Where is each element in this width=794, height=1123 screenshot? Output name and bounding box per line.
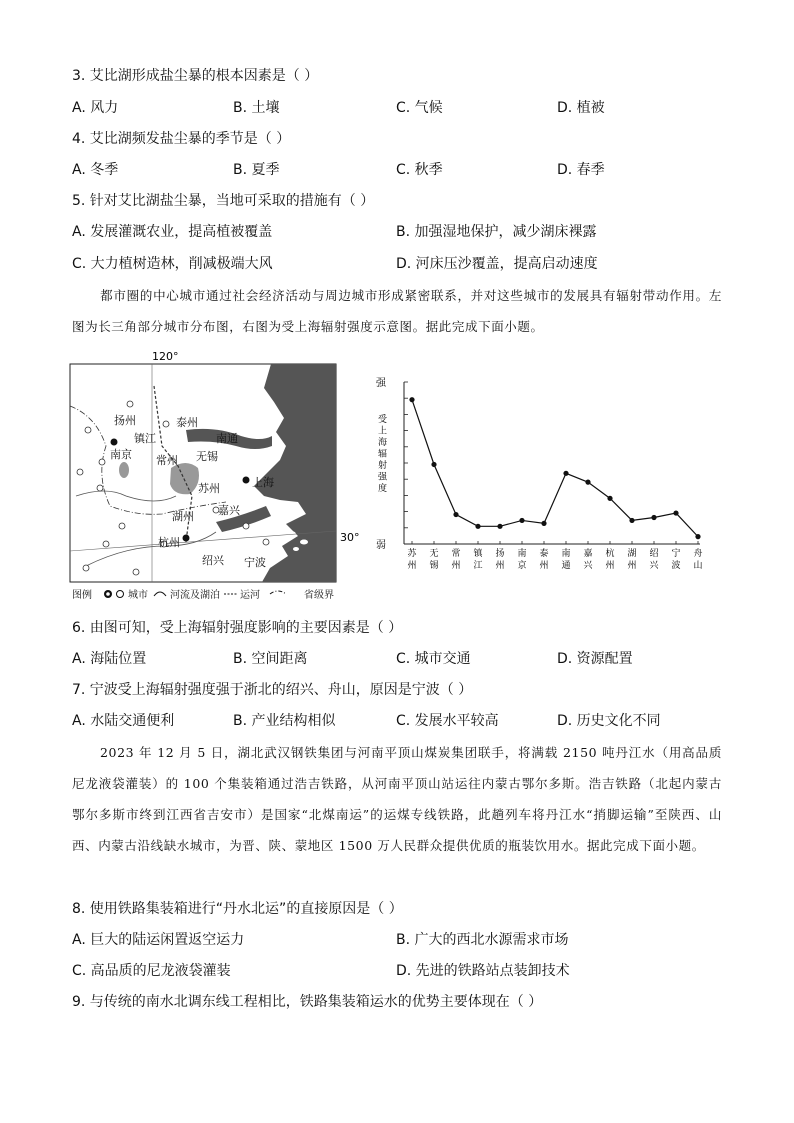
radiation-intensity-chart — [370, 372, 710, 582]
city-nanjing: 南京 — [110, 448, 132, 461]
q8-option-b[interactable]: B. 广大的西北水源需求市场 — [396, 932, 569, 948]
city-wuxi: 无锡 — [196, 450, 218, 463]
passage-2-text: 2023 年 12 月 5 日，湖北武汉钢铁集团与河南平顶山煤炭集团联手，将满载 2150 吨丹江水（用高品质尼龙液袋灌装）的 100 个集装箱通过浩吉铁路，从河南平顶山站运往内蒙古鄂尔多斯。浩吉铁路（北起内蒙古鄂尔多斯市终到江西省吉安市）是国家“北煤南运”的运煤专线铁路，此趟列车将丹江水“捎脚运输”至陕西、山西、内蒙古沿线缺水城市，为晋、陕、蒙地区 1500 万人民群众提供优质的瓶装饮用水。据此完成下面小题。 — [72, 745, 722, 853]
city-shanghai: 上海 — [252, 476, 274, 489]
city-changzhou: 常州 — [156, 454, 178, 467]
svg-text:州: 州 — [407, 561, 417, 571]
x-tick-label — [495, 547, 504, 571]
data-point — [541, 521, 546, 526]
city-taizhou: 泰州 — [176, 416, 198, 429]
svg-text:上: 上 — [378, 426, 388, 437]
passage-1 — [72, 280, 722, 342]
data-point — [629, 518, 634, 523]
data-point — [497, 524, 502, 529]
passage-2 — [72, 737, 722, 861]
x-tick-label — [517, 547, 526, 571]
svg-text:兴: 兴 — [649, 561, 659, 571]
q7-option-d[interactable]: D. 历史文化不同 — [557, 713, 661, 729]
q6-option-a[interactable]: A. 海陆位置 — [72, 651, 147, 667]
city-yangzhou: 扬州 — [114, 414, 136, 427]
svg-text:宁: 宁 — [671, 549, 681, 559]
svg-text:京: 京 — [517, 561, 527, 571]
passage-1-text: 都市圈的中心城市通过社会经济活动与周边城市形成紧密联系，并对这些城市的发展具有辐射带动作用。左图为长三角部分城市分布图，右图为受上海辐射强度示意图。据此完成下面小题。 — [72, 288, 722, 334]
q7-option-a[interactable]: A. 水陆交通便利 — [72, 713, 175, 729]
q4-option-d[interactable]: D. 春季 — [557, 162, 605, 178]
x-tick-label — [693, 547, 702, 571]
x-tick-label — [539, 547, 548, 571]
y-top-label: 强 — [376, 378, 386, 389]
x-tick-label — [627, 547, 636, 571]
q5-option-a[interactable]: A. 发展灌溉农业，提高植被覆盖 — [72, 224, 273, 240]
question-3-stem: 3. 艾比湖形成盐尘暴的根本因素是（ ） — [72, 68, 319, 84]
svg-text:舟: 舟 — [693, 549, 703, 559]
svg-text:南: 南 — [517, 549, 527, 559]
svg-text:海: 海 — [378, 438, 388, 448]
data-point — [453, 512, 458, 517]
data-point — [475, 524, 480, 529]
svg-text:强: 强 — [378, 472, 388, 483]
city-zhenjiang: 镇江 — [134, 432, 156, 445]
q6-option-d[interactable]: D. 资源配置 — [557, 651, 633, 667]
city-nantong: 南通 — [216, 432, 238, 445]
svg-text:受: 受 — [378, 415, 388, 425]
svg-text:绍: 绍 — [649, 549, 659, 559]
q8-option-d[interactable]: D. 先进的铁路站点装卸技术 — [396, 963, 570, 979]
y-bottom-label: 弱 — [376, 540, 386, 551]
svg-text:州: 州 — [495, 561, 505, 571]
x-tick-label — [649, 548, 659, 571]
svg-text:无: 无 — [429, 549, 439, 559]
data-point — [563, 471, 568, 476]
q6-option-b[interactable]: B. 空间距离 — [233, 651, 308, 667]
y-axis-label — [378, 413, 388, 494]
q5-option-c[interactable]: C. 大力植树造林，削减极端大风 — [72, 256, 273, 272]
q7-option-b[interactable]: B. 产业结构相似 — [233, 713, 336, 729]
q6-option-c[interactable]: C. 城市交通 — [396, 651, 471, 667]
data-point — [431, 462, 436, 467]
svg-text:常: 常 — [451, 549, 461, 559]
svg-text:城市: 城市 — [128, 590, 148, 601]
svg-text:省级界: 省级界 — [304, 590, 334, 601]
map-longitude-label: 120° — [152, 350, 179, 363]
question-5-stem: 5. 针对艾比湖盐尘暴，当地可采取的措施有（ ） — [72, 193, 375, 209]
svg-text:州: 州 — [605, 561, 615, 571]
svg-text:辐: 辐 — [378, 449, 388, 460]
x-tick-label — [671, 547, 680, 571]
question-4-stem: 4. 艾比湖频发盐尘暴的季节是（ ） — [72, 131, 291, 147]
svg-text:嘉: 嘉 — [583, 549, 593, 559]
svg-text:州: 州 — [539, 561, 549, 571]
svg-text:湖: 湖 — [627, 549, 637, 559]
svg-text:兴: 兴 — [583, 561, 593, 571]
data-point — [695, 534, 700, 539]
q3-option-a[interactable]: A. 风力 — [72, 100, 119, 116]
svg-text:苏: 苏 — [407, 549, 417, 559]
svg-text:通: 通 — [561, 561, 571, 571]
q8-option-c[interactable]: C. 高品质的尼龙液袋灌装 — [72, 963, 231, 979]
x-tick-label — [605, 547, 614, 571]
svg-text:山: 山 — [693, 561, 703, 571]
data-point — [673, 510, 678, 515]
q4-option-c[interactable]: C. 秋季 — [396, 162, 443, 178]
svg-text:州: 州 — [627, 561, 637, 571]
svg-text:运河: 运河 — [240, 590, 260, 601]
svg-text:杭: 杭 — [605, 549, 615, 559]
q3-option-b[interactable]: B. 土壤 — [233, 100, 280, 116]
svg-text:河流及湖泊: 河流及湖泊 — [170, 590, 220, 601]
map-latitude-label: 30° — [340, 531, 360, 544]
svg-text:射: 射 — [378, 461, 388, 471]
q3-option-d[interactable]: D. 植被 — [557, 100, 605, 116]
svg-text:扬: 扬 — [495, 549, 505, 559]
city-ningbo: 宁波 — [244, 556, 266, 569]
x-tick-label — [407, 547, 417, 571]
q4-option-a[interactable]: A. 冬季 — [72, 162, 119, 178]
svg-text:镇: 镇 — [473, 549, 483, 559]
x-tick-label — [473, 547, 483, 571]
data-point — [585, 480, 590, 485]
x-tick-label — [583, 547, 593, 571]
x-tick-label — [561, 547, 570, 571]
q5-option-b[interactable]: B. 加强湿地保护，减少湖床裸露 — [396, 224, 597, 240]
question-8-stem: 8. 使用铁路集装箱进行“丹水北运”的直接原因是（ ） — [72, 901, 403, 917]
svg-text:波: 波 — [671, 561, 681, 571]
q8-option-a[interactable]: A. 巨大的陆运闲置返空运力 — [72, 932, 245, 948]
svg-text:南: 南 — [561, 549, 571, 559]
svg-text:州: 州 — [451, 561, 461, 571]
svg-text:图例: 图例 — [72, 590, 92, 601]
x-tick-label — [451, 547, 460, 571]
map-legend — [72, 588, 334, 601]
question-6-stem: 6. 由图可知，受上海辐射强度影响的主要因素是（ ） — [72, 620, 403, 636]
x-tick-label — [429, 548, 438, 571]
data-point — [651, 515, 656, 520]
svg-text:江: 江 — [473, 561, 483, 571]
svg-text:锡: 锡 — [429, 561, 439, 571]
data-point — [607, 496, 612, 501]
city-shaoxing: 绍兴 — [202, 554, 224, 567]
svg-text:度: 度 — [378, 484, 388, 494]
data-point — [409, 397, 414, 402]
q7-option-c[interactable]: C. 发展水平较高 — [396, 713, 499, 729]
city-hangzhou: 杭州 — [158, 536, 180, 549]
q3-option-c[interactable]: C. 气候 — [396, 100, 443, 116]
city-suzhou: 苏州 — [198, 482, 220, 495]
data-point — [519, 518, 524, 523]
yangtze-delta-map — [66, 346, 360, 604]
city-huzhou: 湖州 — [172, 510, 194, 523]
q4-option-b[interactable]: B. 夏季 — [233, 162, 280, 178]
question-7-stem: 7. 宁波受上海辐射强度强于浙北的绍兴、舟山，原因是宁波（ ） — [72, 682, 473, 698]
svg-text:泰: 泰 — [539, 549, 549, 559]
q5-option-d[interactable]: D. 河床压沙覆盖，提高启动速度 — [396, 256, 598, 272]
question-9-stem: 9. 与传统的南水北调东线工程相比，铁路集装箱运水的优势主要体现在（ ） — [72, 994, 543, 1010]
city-jiaxing: 嘉兴 — [218, 504, 240, 517]
